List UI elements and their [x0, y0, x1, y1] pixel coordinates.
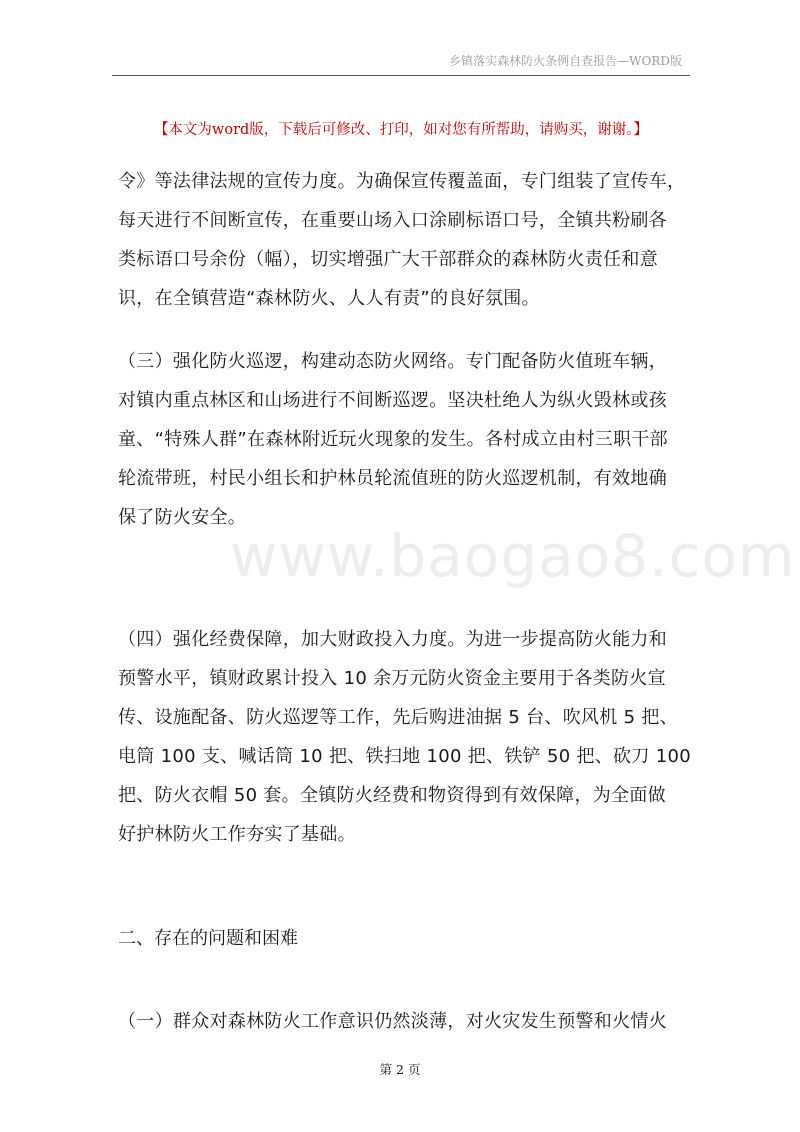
paragraph-line: 预警水平，镇财政累计投入 10 余万元防火资金主要用于各类防火宣 — [118, 668, 666, 689]
document-header-title: 乡镇落实森林防火条例自查报告—WORD版 — [449, 54, 682, 68]
paragraph-line: 传、设施配备、防火巡逻等工作，先后购进油据 5 台、吹风机 5 把、 — [118, 707, 678, 728]
paragraph-line: 轮流带班，村民小组长和护林员轮流值班的防火巡逻机制，有效地确 — [118, 468, 667, 489]
paragraph-line: 电筒 100 支、喊话筒 10 把、铁扫地 100 把、铁铲 50 把、砍刀 100 — [118, 746, 691, 767]
paragraph-line: 每天进行不间断宣传，在重要山场入口涂刷标语口号，全镇共粉刷各 — [118, 210, 667, 231]
paragraph-line: 好护林防火工作夯实了基础。 — [118, 824, 356, 845]
paragraph-problems — [118, 1002, 690, 1041]
paragraph-line: 童、“特殊人群”在森林附近玩火现象的发生。各村成立由村三职干部 — [118, 429, 668, 450]
paragraph-line: （一）群众对森林防火工作意识仍然淡薄，对火灾发生预警和火情火 — [118, 1011, 667, 1032]
paragraph-line: 把、防火衣帽 50 套。全镇防火经费和物资得到有效保障，为全面做 — [118, 785, 666, 806]
paragraph-line: 对镇内重点林区和山场进行不间断巡逻。坚决杜绝人为纵火毁林或孩 — [118, 390, 667, 411]
paragraph-line: （三）强化防火巡逻，构建动态防火网络。专门配备防火值班车辆， — [118, 351, 667, 372]
paragraph-publicity — [118, 162, 690, 318]
paragraph-line: （四）强化经费保障，加大财政投入力度。为进一步提高防火能力和 — [118, 629, 667, 650]
section-heading: 二、存在的问题和困难 — [118, 928, 298, 949]
header-divider — [112, 75, 690, 76]
paragraph-line: 识，在全镇营造“森林防火、人人有责”的良好氛围。 — [118, 288, 540, 309]
paragraph-line: 令》等法律法规的宣传力度。为确保宣传覆盖面，专门组装了宣传车， — [118, 171, 686, 192]
watermark: www.baogao8.com — [230, 522, 796, 590]
paragraph-line: 类标语口号余份（幅），切实增强广大干部群众的森林防火责任和意 — [118, 249, 658, 270]
paragraph-funding — [118, 620, 690, 854]
paragraph-patrol — [118, 342, 690, 537]
page-number: 第 2 页 — [379, 1062, 421, 1077]
paragraph-line: 保了防火安全。 — [118, 507, 247, 528]
download-notice: 【本文为word版，下载后可修改、打印，如对您有所帮助，请购买，谢谢。】 — [153, 122, 649, 138]
